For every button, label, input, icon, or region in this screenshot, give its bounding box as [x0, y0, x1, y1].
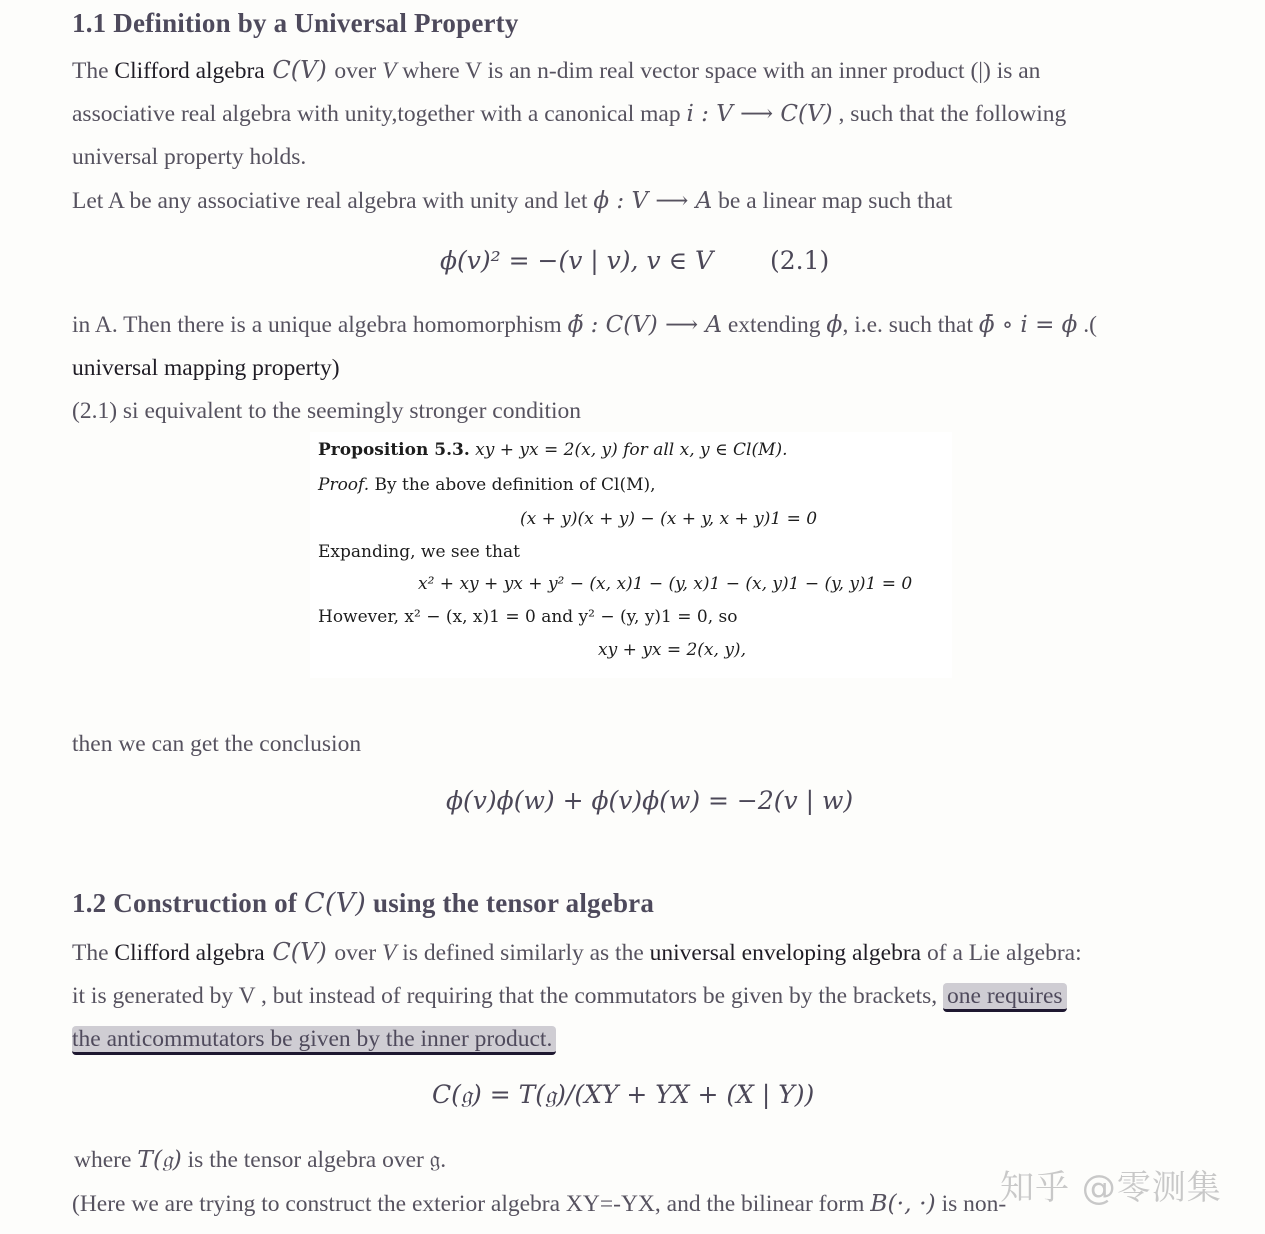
link-clifford-algebra[interactable]: Clifford algebra [114, 58, 265, 84]
proposition-image [310, 432, 952, 678]
paragraph-conclusion: then we can get the conclusion [72, 731, 362, 757]
math-cv: C(V) [264, 938, 335, 966]
math-phi-tilde: ϕ̃ : C(V) ⟶ A [567, 312, 722, 338]
text: The [72, 58, 115, 84]
math-phi: ϕ [826, 310, 843, 338]
math-cv: C(V) [264, 56, 335, 84]
text: .( [1077, 312, 1097, 338]
proof-label: Proof. [318, 475, 370, 495]
text: By the above definition of Cl(M), [369, 475, 656, 495]
text: is defined similarly as the [396, 940, 650, 966]
text: it is generated by V , but instead of requiring that the commutators be given by the brackets, [72, 983, 944, 1009]
equation-clifford-quotient [432, 1080, 814, 1110]
proof-however: However, x² − (x, x)1 = 0 and y² − (y, y)1 = 0, so [318, 607, 738, 627]
math-phi-map: ϕ : V ⟶ A [593, 188, 713, 214]
text: in A. Then there is a unique algebra homomorphism [72, 312, 568, 338]
math-canonical-map: i : V ⟶ C(V) [686, 101, 833, 127]
equation-body: C(𝔤) = T(𝔤)/(XY + YX + (X | Y)) [432, 1080, 815, 1109]
paragraph-let-a [72, 186, 952, 216]
equation-tag-2-1: (2.1) [770, 246, 830, 275]
text: associative real algebra with unity,together with a canonical map [72, 101, 687, 127]
paragraph-exterior-algebra [72, 1188, 1006, 1219]
equation-body: (x + y)(x + y) − (x + y, x + y)1 = 0 [520, 509, 818, 529]
proposition-formula: xy + yx = 2(x, y) for all x, y ∈ Cl(M). [469, 440, 788, 460]
proposition-statement [318, 440, 788, 460]
paragraph-equivalent: (2.1) si equivalent to the seemingly stronger condition [72, 398, 582, 424]
text: , i.e. such that [842, 312, 979, 338]
watermark: 知乎 @零测集 [1000, 1168, 1222, 1208]
proof-equation-1 [520, 509, 817, 529]
math-t-g: T(𝔤) [137, 1145, 182, 1173]
math-cv: C(V) [304, 888, 367, 919]
text: (Here we are trying to construct the exterior algebra XY=-YX, and the bilinear form [72, 1191, 871, 1217]
proposition-label: Proposition 5.3. [318, 440, 470, 460]
paragraph-construction-line-1 [72, 937, 1082, 968]
equation-body: ϕ(v)² = −(v | v), v ∈ V [440, 246, 714, 275]
text: over [334, 58, 383, 84]
math-v: V [382, 58, 397, 84]
math-phi-bar: ϕ̄ ∘ i = ϕ [978, 312, 1078, 338]
text: be a linear map such that [712, 188, 953, 214]
paragraph-definition-line-3: universal property holds. [72, 144, 307, 170]
text: of a Lie algebra: [921, 940, 1082, 966]
text: is non- [935, 1191, 1007, 1217]
math-v: V [382, 940, 397, 966]
equation-body: xy + yx = 2(x, y), [598, 640, 746, 660]
paragraph-homomorphism [72, 309, 1097, 340]
paragraph-definition-line-2 [72, 99, 1066, 129]
text: extending [722, 312, 827, 338]
math-bilinear-form: B(·, ·) [870, 1189, 936, 1217]
text: . [440, 1147, 447, 1173]
equation-body: ϕ(v)ϕ(w) + ϕ(v)ϕ(w) = −2(v | w) [446, 786, 854, 815]
text: The [72, 940, 115, 966]
section-heading-1-2 [72, 888, 654, 919]
text: where V is an n-dim real vector space with an inner product (|) is an [396, 58, 1041, 84]
equation-conclusion [446, 786, 853, 815]
link-universal-mapping-property[interactable] [72, 353, 340, 383]
paragraph-construction-line-2 [72, 981, 1067, 1011]
link-clifford-algebra[interactable]: Clifford algebra [114, 940, 265, 966]
text: 1.2 Construction of [72, 888, 304, 918]
proof-equation-3 [598, 640, 746, 660]
highlighted-text[interactable]: the anticommutators be given by the inner product. [72, 1026, 556, 1055]
text: Let A be any associative real algebra with unity and let [72, 188, 594, 214]
text: universal mapping property) [72, 355, 340, 381]
paragraph-definition-line-1 [72, 55, 1040, 86]
proof-expanding: Expanding, we see that [318, 542, 520, 562]
equation-body: x² + xy + yx + y² − (x, x)1 − (y, x)1 − (x, y)1 − (y, y)1 = 0 [418, 574, 913, 594]
proof-equation-2 [418, 574, 912, 594]
paragraph-tensor-algebra [74, 1144, 446, 1175]
text: , such that the following [832, 101, 1067, 127]
text: using the tensor algebra [366, 888, 655, 918]
paragraph-construction-line-3 [72, 1024, 556, 1054]
link-universal-enveloping-algebra[interactable]: universal enveloping algebra [649, 940, 922, 966]
math-g: 𝔤 [429, 1147, 441, 1173]
text: over [334, 940, 383, 966]
text: where [74, 1147, 138, 1173]
proof-intro [318, 475, 656, 495]
equation-2-1 [440, 246, 713, 275]
highlighted-text[interactable]: one requires [943, 983, 1067, 1012]
section-heading-1-1: 1.1 Definition by a Universal Property [72, 8, 519, 38]
text: is the tensor algebra over [181, 1147, 430, 1173]
